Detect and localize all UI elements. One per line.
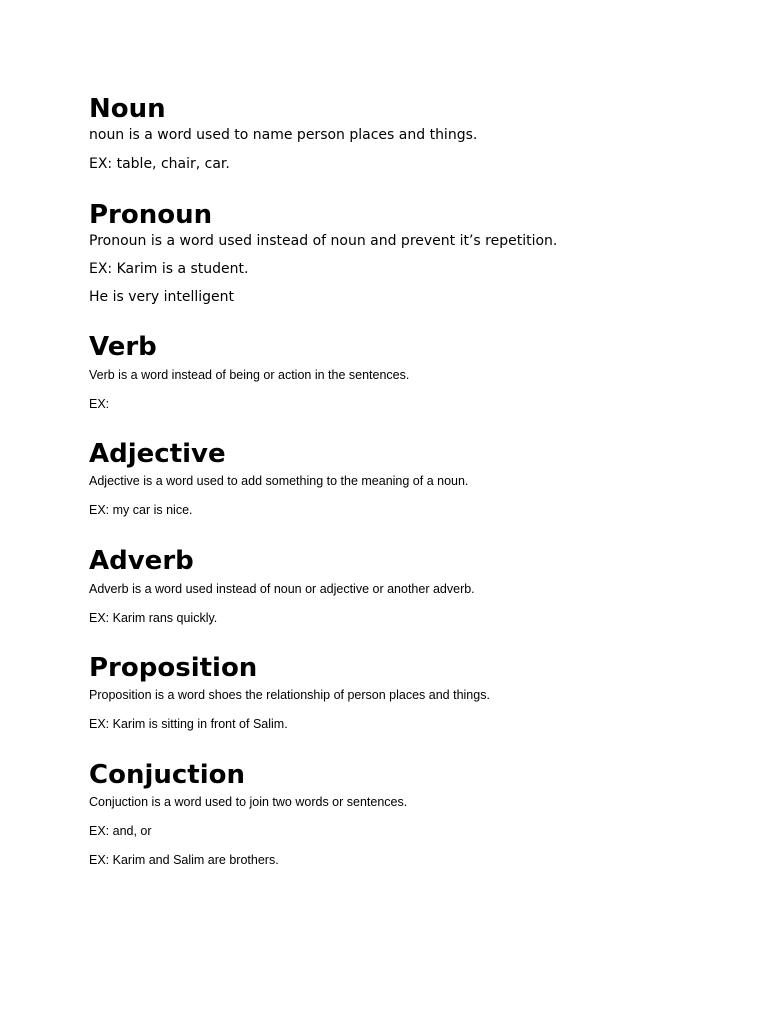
section-heading: Verb [89,332,157,362]
section-heading: Noun [89,94,166,124]
example-text: EX: Karim and Salim are brothers. [89,853,279,867]
section-proposition [89,653,709,731]
example-text: EX: and, or [89,824,152,838]
example-text: EX: Karim rans quickly. [89,611,218,625]
example-text: EX: Karim is a student. [89,261,249,277]
section-adjective [89,439,709,517]
example-text: EX: [89,397,110,411]
definition-text: Adverb is a word used instead of noun or adjective or another adverb. [89,582,475,596]
section-adverb [89,546,709,625]
section-heading: Proposition [89,653,258,683]
example-text: EX: my car is nice. [89,503,193,517]
example-text: EX: Karim is sitting in front of Salim. [89,717,288,731]
section-noun [89,94,709,172]
section-heading: Adjective [89,439,226,469]
example-text: He is very intelligent [89,289,235,305]
definition-text: Verb is a word instead of being or action in the sentences. [89,368,410,382]
section-verb [89,332,709,411]
section-conjuction [89,760,709,867]
definition-text: Conjuction is a word used to join two words or sentences. [89,795,408,809]
definition-text: Proposition is a word shoes the relationship of person places and things. [89,688,490,702]
definition-text: noun is a word used to name person places and things. [89,127,478,143]
definition-text: Pronoun is a word used instead of noun and prevent it’s repetition. [89,233,558,249]
section-pronoun [89,200,709,305]
section-heading: Adverb [89,546,194,576]
example-text: EX: table, chair, car. [89,156,230,172]
section-heading: Conjuction [89,760,245,790]
definition-text: Adjective is a word used to add something to the meaning of a noun. [89,474,469,488]
section-heading: Pronoun [89,200,213,230]
